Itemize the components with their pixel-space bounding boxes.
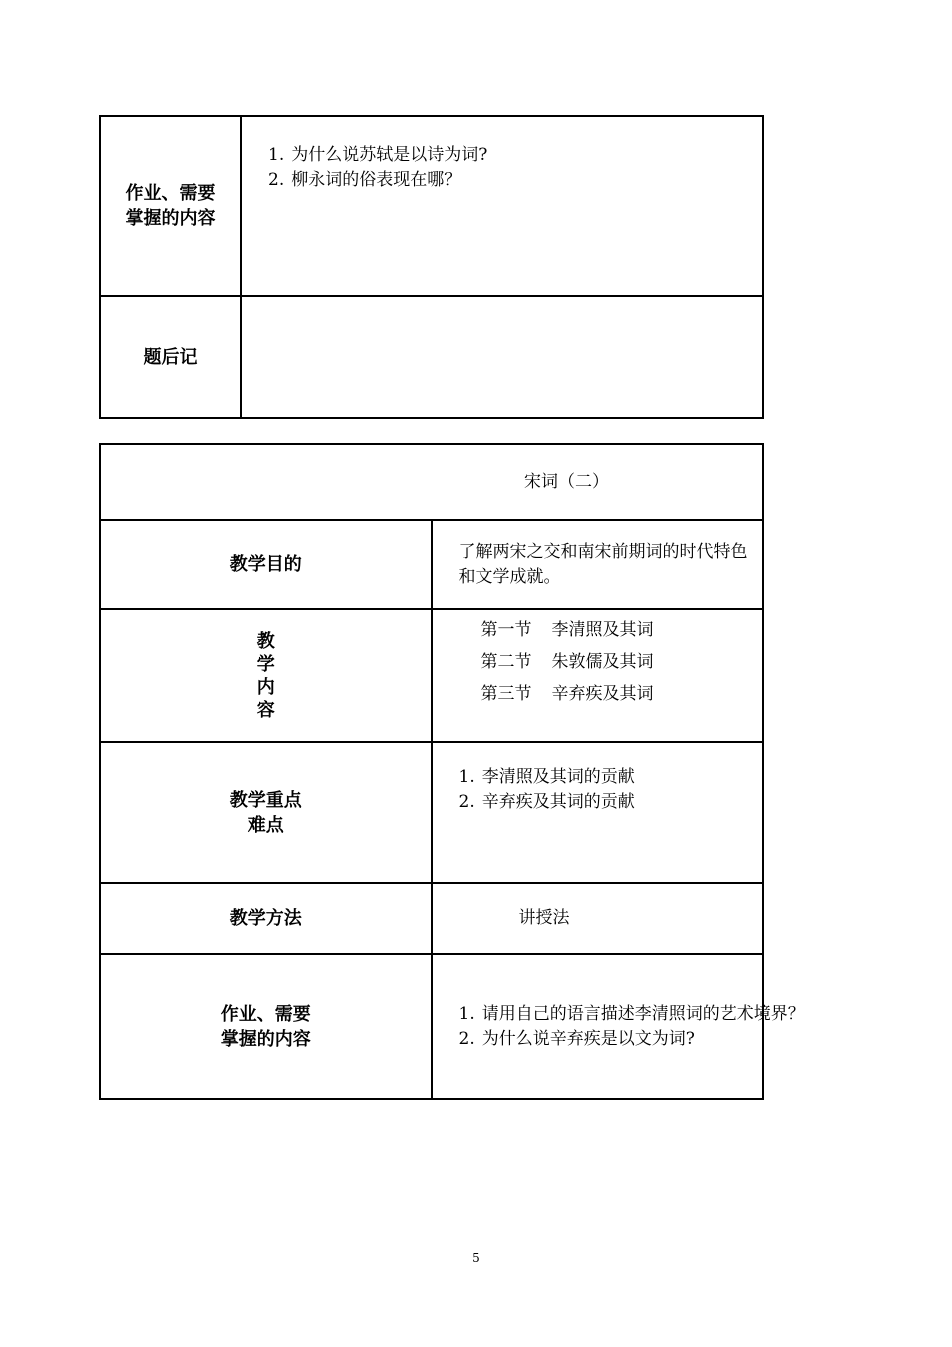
content-label [100, 609, 432, 742]
method-text: 讲授法 [432, 883, 764, 954]
content-label-char: 学 [256, 653, 275, 675]
postscript-row [100, 296, 763, 418]
section-item: 第一节 李清照及其词 [480, 620, 654, 640]
objective-text: 了解两宋之交和南宋前期词的时代特色和文学成就。 [432, 520, 764, 609]
key-points-label [100, 742, 432, 883]
homework-label-line1: 作业、需要 [220, 1003, 311, 1025]
homework-row [100, 954, 763, 1099]
homework-item: 1. 为什么说苏轼是以诗为词? [268, 145, 488, 165]
content-label-char: 容 [256, 699, 275, 721]
lesson-title: 宋词（二） [100, 444, 763, 520]
sections-list [432, 609, 764, 742]
key-point-item: 1. 李清照及其词的贡献 [458, 767, 635, 787]
homework-content [432, 954, 805, 1099]
homework-label-line2: 掌握的内容 [125, 208, 216, 229]
lesson-table-song-ci-2 [99, 443, 805, 1100]
method-label: 教学方法 [100, 883, 432, 954]
lesson-table-song-ci-1-continued [99, 115, 764, 419]
homework-label [100, 116, 241, 296]
section-item: 第三节 辛弃疾及其词 [480, 684, 654, 704]
homework-label [100, 954, 432, 1099]
key-point-item: 2. 辛弃疾及其词的贡献 [458, 792, 635, 812]
key-points-label-line1: 教学重点 [229, 789, 302, 811]
key-points-label-line2: 难点 [247, 814, 284, 836]
homework-label-line2: 掌握的内容 [220, 1028, 311, 1050]
homework-item: 2. 柳永词的俗表现在哪？ [268, 170, 462, 190]
content-label-char: 教 [256, 630, 275, 652]
homework-item: 1. 请用自己的语言描述李清照词的艺术境界？ [458, 1003, 805, 1024]
section-item: 第二节 朱敦儒及其词 [480, 652, 654, 672]
key-points-row [100, 742, 763, 883]
homework-item: 2. 为什么说辛弃疾是以文为词? [458, 1028, 695, 1049]
title-row [100, 444, 763, 520]
method-row [100, 883, 763, 954]
key-points-content [432, 742, 764, 883]
postscript-content [241, 296, 763, 418]
homework-row [100, 116, 763, 296]
content-row [100, 609, 763, 742]
objective-label: 教学目的 [100, 520, 432, 609]
content-label-char: 内 [256, 676, 275, 698]
page-number: 5 [472, 1251, 480, 1265]
postscript-label: 题后记 [100, 296, 241, 418]
homework-label-line1: 作业、需要 [125, 183, 216, 204]
homework-content [241, 116, 763, 296]
objective-row [100, 520, 763, 609]
